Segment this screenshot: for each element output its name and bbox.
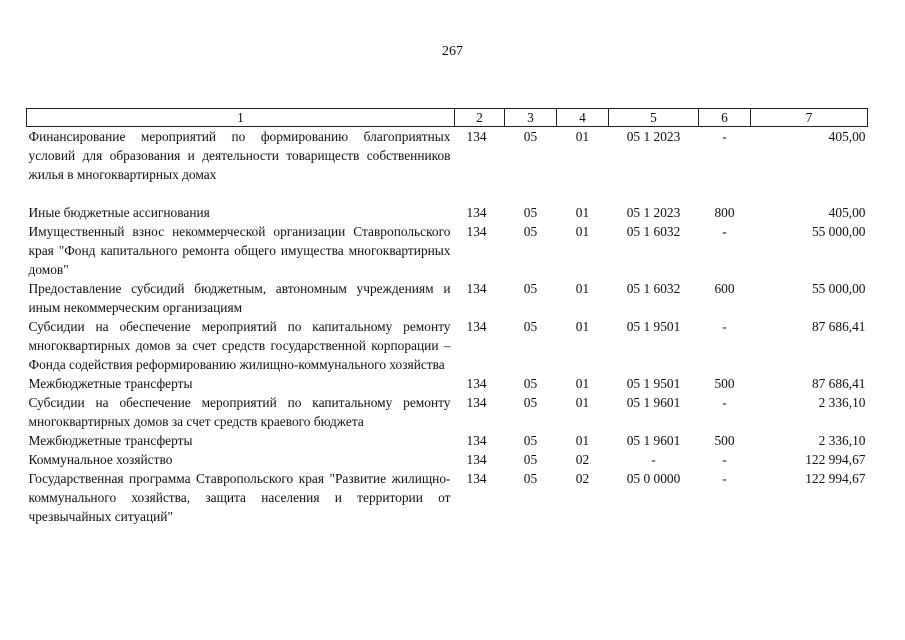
column-header: 6 — [699, 109, 751, 127]
amount-cell: 55 000,00 — [811, 224, 866, 239]
code-cell: 05 — [523, 129, 538, 144]
column-header: 1 — [27, 109, 455, 127]
code-cell: 134 — [466, 471, 487, 486]
column-header: 5 — [609, 109, 699, 127]
code-cell: 05 — [523, 319, 538, 334]
column-header: 4 — [557, 109, 609, 127]
code-cell: 05 — [523, 471, 538, 486]
column-header: 7 — [751, 109, 868, 127]
code-cell: 05 1 6032 — [626, 281, 681, 296]
table-row — [27, 469, 868, 526]
amount-cell: 122 994,67 — [805, 452, 866, 467]
amount-cell: 122 994,67 — [805, 471, 866, 486]
code-cell: 02 — [575, 452, 590, 467]
code-cell: 800 — [714, 205, 735, 220]
table-row — [27, 431, 868, 450]
code-cell: 134 — [466, 376, 487, 391]
code-cell: - — [722, 452, 727, 467]
code-cell: 05 1 9601 — [626, 433, 681, 448]
table-row — [27, 279, 868, 317]
code-cell: - — [722, 129, 727, 144]
code-cell: 134 — [466, 129, 487, 144]
item-name: Иные бюджетные ассигнования — [28, 205, 210, 220]
item-name: Межбюджетные трансферты — [28, 376, 193, 391]
code-cell: 02 — [575, 471, 590, 486]
code-cell: 01 — [575, 319, 590, 334]
column-header: 2 — [455, 109, 505, 127]
code-cell: 01 — [575, 376, 590, 391]
table-row — [27, 317, 868, 374]
item-name: Коммунальное хозяйство — [28, 452, 173, 467]
spacer-row — [27, 184, 868, 203]
code-cell: 01 — [575, 205, 590, 220]
code-cell: 05 — [523, 376, 538, 391]
amount-cell: 55 000,00 — [811, 281, 866, 296]
table-row — [27, 203, 868, 222]
code-cell: 05 — [523, 281, 538, 296]
code-cell: 600 — [714, 281, 735, 296]
code-cell: - — [651, 452, 656, 467]
code-cell: 01 — [575, 433, 590, 448]
code-cell: 05 1 9501 — [626, 319, 681, 334]
code-cell: - — [722, 224, 727, 239]
table-row — [27, 374, 868, 393]
code-cell: 05 — [523, 224, 538, 239]
code-cell: 01 — [575, 281, 590, 296]
code-cell: 05 1 6032 — [626, 224, 681, 239]
table-row — [27, 222, 868, 279]
table-row — [27, 393, 868, 431]
amount-cell: 87 686,41 — [811, 319, 866, 334]
amount-cell: 405,00 — [828, 129, 866, 144]
item-name: Имущественный взнос некоммерческой организации Ставропольского края "Фонд капитального ремонта общего имущества многоквартирных домов" — [28, 224, 451, 277]
amount-cell: 2 336,10 — [818, 433, 866, 448]
code-cell: 05 1 9501 — [626, 376, 681, 391]
code-cell: 05 — [523, 452, 538, 467]
column-header: 3 — [505, 109, 557, 127]
code-cell: - — [722, 395, 727, 410]
code-cell: 05 0 0000 — [626, 471, 681, 486]
amount-cell: 405,00 — [828, 205, 866, 220]
code-cell: 134 — [466, 205, 487, 220]
header-row — [27, 109, 868, 127]
amount-cell: 87 686,41 — [811, 376, 866, 391]
code-cell: 500 — [714, 433, 735, 448]
code-cell: 134 — [466, 281, 487, 296]
budget-table — [26, 108, 868, 526]
code-cell: 05 — [523, 395, 538, 410]
table-row — [27, 450, 868, 469]
code-cell: 134 — [466, 224, 487, 239]
code-cell: 05 1 2023 — [626, 205, 681, 220]
code-cell: - — [722, 319, 727, 334]
item-name: Межбюджетные трансферты — [28, 433, 193, 448]
code-cell: 05 1 9601 — [626, 395, 681, 410]
code-cell: 134 — [466, 395, 487, 410]
amount-cell: 2 336,10 — [818, 395, 866, 410]
code-cell: 134 — [466, 319, 487, 334]
item-name: Субсидии на обеспечение мероприятий по капитальному ремонту многоквартирных домов за счет средств краевого бюджета — [28, 395, 451, 429]
code-cell: 05 — [523, 205, 538, 220]
code-cell: 134 — [466, 433, 487, 448]
item-name: Субсидии на обеспечение мероприятий по капитальному ремонту многоквартирных домов за счет средств государственной корпорации – Фонда содействия реформированию жилищно-коммунального хозяйства — [28, 319, 451, 372]
code-cell: 05 1 2023 — [626, 129, 681, 144]
code-cell: 01 — [575, 224, 590, 239]
code-cell: 01 — [575, 395, 590, 410]
table-row — [27, 127, 868, 185]
code-cell: - — [722, 471, 727, 486]
item-name: Финансирование мероприятий по формированию благоприятных условий для образования и деятельности товариществ собственников жилья в многоквартирных домах — [28, 129, 451, 182]
code-cell: 500 — [714, 376, 735, 391]
code-cell: 05 — [523, 433, 538, 448]
code-cell: 134 — [466, 452, 487, 467]
page-number: 267 — [442, 44, 463, 59]
code-cell: 01 — [575, 129, 590, 144]
item-name: Предоставление субсидий бюджетным, автономным учреждениям и иным некоммерческим организациям — [28, 281, 451, 315]
item-name: Государственная программа Ставропольского края "Развитие жилищно-коммунального хозяйства, защита населения и территории от чрезвычайных ситуаций" — [28, 471, 451, 524]
